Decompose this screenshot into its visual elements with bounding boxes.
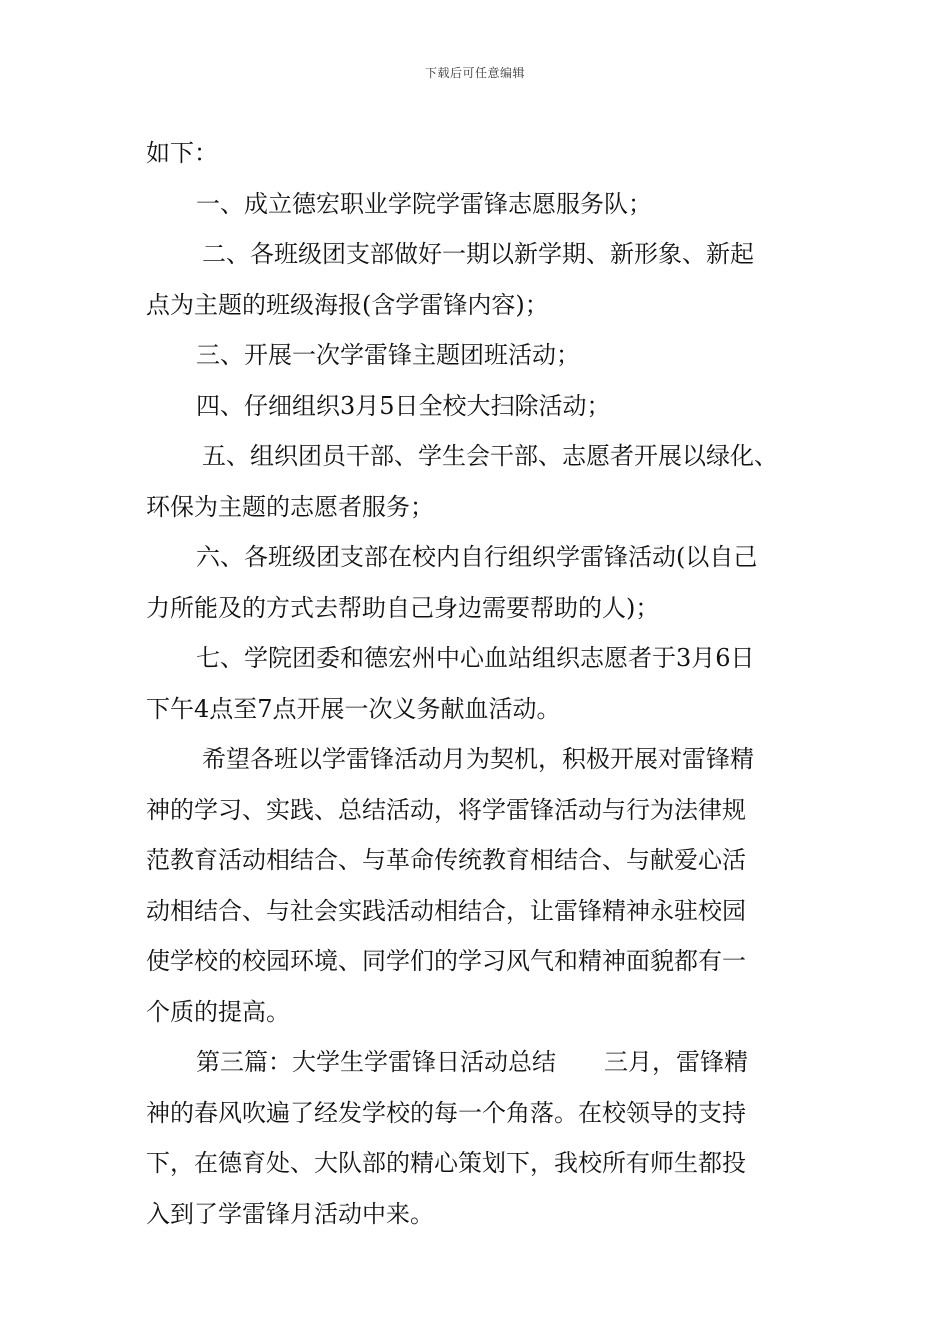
text-line: 环保为主题的志愿者服务；	[146, 492, 434, 521]
text-line: 神的春风吹遍了经发学校的每一个角落。在校领导的支持	[146, 1098, 746, 1127]
text-line: 二、各班级团支部做好一期以新学期、新形象、新起	[202, 240, 754, 268]
document-body	[146, 128, 826, 1239]
text-line: 点为主题的班级海报(含学雷锋内容)；	[146, 290, 549, 319]
text-line: 使学校的校园环境、同学们的学习风气和精神面貌都有一	[146, 947, 746, 975]
text-line: 动相结合、与社会实践活动相结合，让雷锋精神永驻校园	[146, 896, 746, 925]
page-header-note: 下载后可任意编辑	[424, 66, 525, 80]
text-line: 力所能及的方式去帮助自己身边需要帮助的人)；	[146, 593, 660, 622]
text-line: 四、仔细组织3月5日全校大扫除活动；	[196, 391, 611, 420]
text-line: 一、成立德宏职业学院学雷锋志愿服务队；	[196, 189, 652, 218]
text-line: 希望各班以学雷锋活动月为契机，积极开展对雷锋精	[202, 745, 754, 773]
text-line: 如下：	[146, 139, 218, 167]
text-line: 第三篇：大学生学雷锋日活动总结 三月，雷锋精	[196, 1048, 748, 1076]
text-line: 下，在德育处、大队部的精心策划下，我校所有师生都投	[146, 1149, 746, 1177]
text-line: 七、学院团委和德宏州中心血站组织志愿者于3月6日	[196, 644, 755, 672]
text-line: 神的学习、实践、总结活动，将学雷锋活动与行为法律规	[146, 795, 746, 824]
text-line: 个质的提高。	[146, 997, 290, 1026]
text-line: 三、开展一次学雷锋主题团班活动；	[196, 341, 580, 369]
text-line: 六、各班级团支部在校内自行组织学雷锋活动(以自己	[196, 543, 758, 571]
text-line: 入到了学雷锋月活动中来。	[146, 1199, 434, 1228]
text-line: 下午4点至7点开展一次义务献血活动。	[146, 694, 561, 723]
text-line: 范教育活动相结合、与革命传统教育相结合、与献爱心活	[146, 846, 746, 874]
text-line: 五、组织团员干部、学生会干部、志愿者开展以绿化、	[202, 442, 778, 470]
